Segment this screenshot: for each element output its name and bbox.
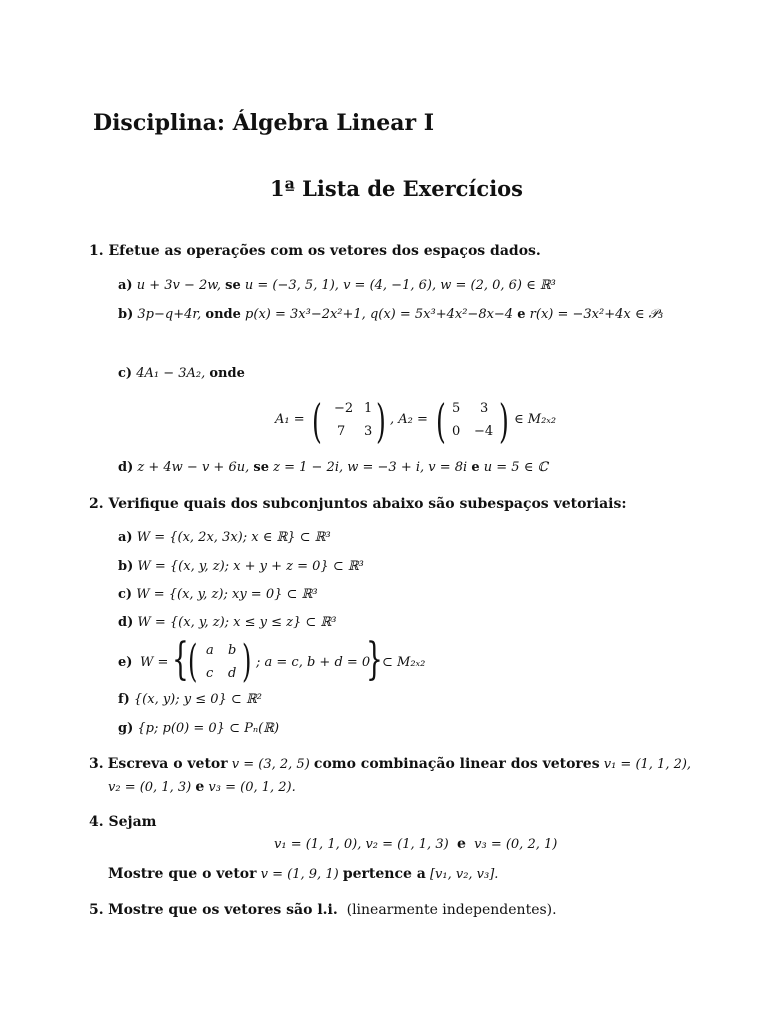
exercise-5	[89, 902, 557, 918]
exercise-number: 2.	[89, 496, 104, 512]
exercise-4-statement	[108, 866, 498, 882]
connector-text: e	[456, 836, 466, 852]
math-expr: v₃ = (0, 1, 2).	[208, 780, 296, 795]
matrix-cell: a	[206, 643, 214, 658]
math-expr: u = 5 ∈ ℂ	[483, 460, 548, 475]
right-paren: )	[499, 394, 509, 448]
item-label: g)	[118, 721, 134, 736]
math-expr: ; a = c, b + d = 0	[256, 655, 371, 670]
math-expr: v₃ = (0, 2, 1)	[474, 837, 558, 852]
exercise-3-cont	[108, 779, 296, 795]
exercise-1d	[118, 460, 548, 475]
exercise-2d	[118, 615, 336, 630]
exercise-text: Efetue as operações com os vetores dos espaços dados.	[108, 243, 541, 259]
right-paren: )	[376, 394, 386, 448]
math-expr: [v₁, v₂, v₃].	[429, 867, 499, 882]
matrix-a2-label: , A₂ =	[390, 412, 428, 427]
exercise-3	[89, 756, 691, 772]
exercise-text: Mostre que o vetor	[108, 866, 257, 882]
exercise-4	[89, 814, 156, 830]
math-expr: W = {(x, y, z); xy = 0} ⊂ ℝ³	[136, 587, 318, 602]
exercise-note: (linearmente independentes).	[346, 902, 557, 918]
discipline-title: Disciplina: Álgebra Linear I	[93, 110, 435, 136]
item-label: c)	[118, 587, 133, 602]
math-expr: 4A₁ − 3A₂,	[136, 366, 206, 381]
matrix-cell: 7	[337, 424, 346, 439]
item-label: c)	[118, 366, 133, 381]
exercise-2a	[118, 530, 331, 545]
item-label: a)	[118, 530, 133, 545]
connector-text: onde	[205, 307, 241, 322]
exercise-text: Sejam	[108, 814, 157, 830]
matrix-cell: b	[228, 643, 237, 658]
exercise-number: 3.	[89, 756, 104, 772]
matrix-cell: 3	[480, 401, 489, 416]
math-expr: W =	[140, 655, 169, 670]
math-expr: r(x) = −3x²+4x ∈ 𝒫₃	[529, 307, 664, 322]
exercise-2	[89, 496, 627, 512]
math-expr: p(x) = 3x³−2x²+1, q(x) = 5x³+4x²−8x−4	[245, 307, 514, 322]
connector-text: onde	[209, 366, 245, 381]
matrix-cell: c	[206, 666, 214, 681]
math-expr: W = {(x, y, z); x + y + z = 0} ⊂ ℝ³	[137, 559, 364, 574]
matrix-cell: −2	[334, 401, 354, 416]
item-label: d)	[118, 460, 134, 475]
math-expr: v₁ = (1, 1, 2),	[603, 757, 692, 772]
exercise-2b	[118, 559, 364, 574]
exercise-4-vectors	[274, 836, 557, 852]
connector-text: se	[253, 460, 269, 475]
exercise-1b	[118, 307, 663, 322]
matrix-cell: 1	[364, 401, 373, 416]
math-expr: z = 1 − 2i, w = −3 + i, v = 8i	[273, 460, 468, 475]
exercise-text: Mostre que os vetores são l.i.	[108, 902, 338, 918]
connector-text: e	[471, 460, 480, 475]
connector-text: e	[195, 779, 205, 795]
math-expr: z + 4w − v + 6u,	[137, 460, 250, 475]
math-expr: u = (−3, 5, 1), v = (4, −1, 6), w = (2, 0, 6) ∈ ℝ³	[244, 278, 556, 293]
left-paren: (	[312, 394, 322, 448]
matrix-cell: 3	[364, 424, 373, 439]
math-expr: v₂ = (0, 1, 3)	[108, 780, 192, 795]
math-expr: v = (1, 9, 1)	[260, 867, 339, 882]
left-paren: (	[436, 394, 446, 448]
left-brace: {	[172, 634, 189, 685]
item-label: b)	[118, 559, 134, 574]
exercise-2c	[118, 587, 318, 602]
list-title: 1ª Lista de Exercícios	[270, 176, 523, 201]
exercise-text: Verifique quais dos subconjuntos abaixo são subespaços vetoriais:	[108, 496, 627, 512]
item-label: b)	[118, 307, 134, 322]
connector-text: e	[517, 307, 526, 322]
math-expr: W = {(x, 2x, 3x); x ∈ ℝ} ⊂ ℝ³	[136, 530, 331, 545]
right-brace: }	[366, 634, 383, 685]
math-expr: v₁ = (1, 1, 0), v₂ = (1, 1, 3)	[274, 837, 449, 852]
connector-text: se	[225, 278, 241, 293]
matrix-cell: 5	[452, 401, 461, 416]
exercise-2g	[118, 721, 279, 736]
left-paren: (	[188, 636, 198, 687]
math-expr: {(x, y); y ≤ 0} ⊂ ℝ²	[133, 692, 262, 707]
matrix-cell: d	[228, 666, 237, 681]
exercise-1a	[118, 278, 556, 293]
exercise-text: pertence a	[342, 866, 426, 882]
exercise-text: como combinação linear dos vetores	[313, 756, 600, 772]
math-expr: v = (3, 2, 5)	[231, 757, 310, 772]
exercise-1c	[118, 366, 245, 381]
matrix-cell: −4	[474, 424, 494, 439]
math-expr: W = {(x, y, z); x ≤ y ≤ z} ⊂ ℝ³	[137, 615, 337, 630]
exercise-number: 1.	[89, 243, 104, 259]
math-expr: {p; p(0) = 0} ⊂ Pₙ(ℝ)	[137, 721, 280, 736]
matrix-a1-label: A₁ =	[275, 412, 305, 427]
math-expr: 3p−q+4r,	[137, 307, 202, 322]
math-expr: u + 3v − 2w,	[136, 278, 222, 293]
matrix-cell: 0	[452, 424, 461, 439]
exercise-text: Escreva o vetor	[107, 756, 228, 772]
exercise-1	[89, 243, 541, 259]
item-label: d)	[118, 615, 134, 630]
exercise-number: 4.	[89, 814, 104, 830]
item-label: f)	[118, 692, 130, 707]
exercise-2f	[118, 692, 262, 707]
item-label: a)	[118, 278, 133, 293]
right-paren: )	[242, 636, 252, 687]
matrix-space: ∈ M₂ₓ₂	[514, 412, 557, 427]
math-expr: ⊂ M₂ₓ₂	[382, 655, 426, 670]
item-label: e)	[118, 655, 133, 670]
exercise-number: 5.	[89, 902, 104, 918]
